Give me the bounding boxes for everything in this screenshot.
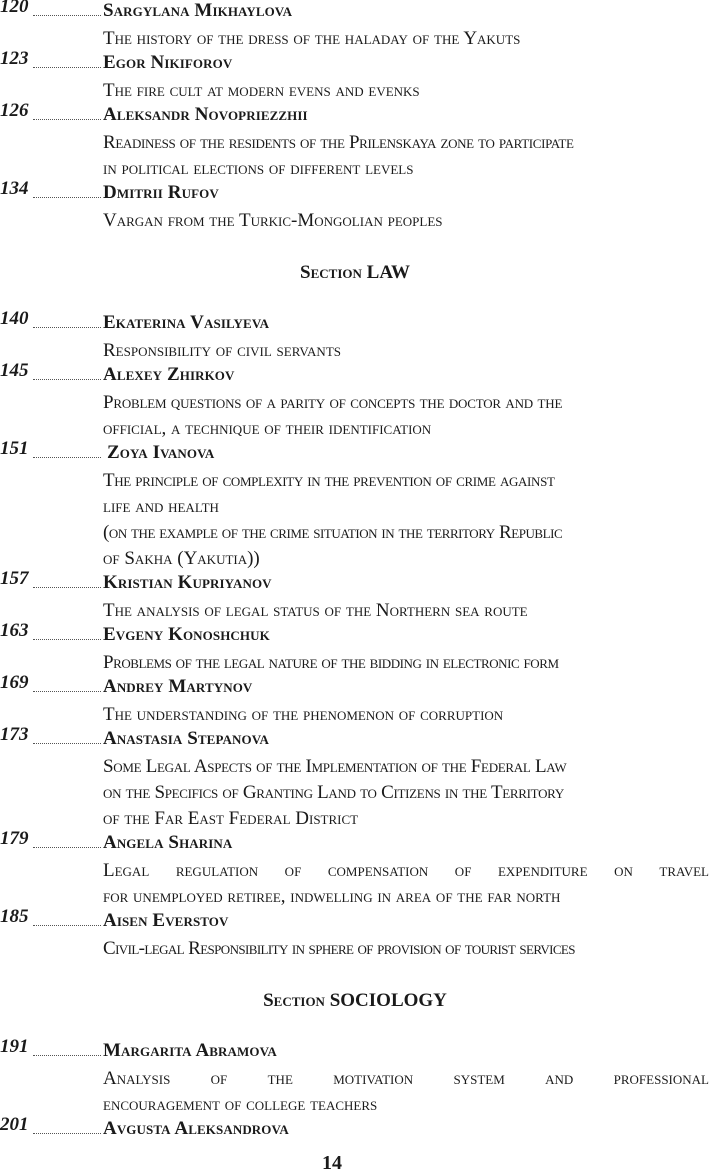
dot-leader xyxy=(33,1055,101,1056)
title-line: Problems of the legal nature of the bidding in electronic form xyxy=(103,652,559,673)
dot-leader xyxy=(33,197,101,198)
page-ref: 201 xyxy=(0,1114,29,1135)
page-ref: 145 xyxy=(0,360,29,381)
section-prefix: Section xyxy=(300,262,362,283)
title-line: The analysis of legal status of the Northern sea route xyxy=(103,600,528,621)
author-name: Anastasia Stepanova xyxy=(103,728,270,749)
paper-title xyxy=(103,858,709,910)
page-ref: 140 xyxy=(0,308,29,329)
title-line: Readiness of the residents of the Prilenskaya zone to participate xyxy=(103,132,574,153)
paper-title xyxy=(103,598,709,624)
paper-title xyxy=(103,650,709,676)
toc-entry[interactable] xyxy=(0,100,710,182)
page-ref: 173 xyxy=(0,724,29,745)
toc-entry[interactable] xyxy=(0,360,710,442)
section-prefix: Section xyxy=(263,990,325,1011)
paper-title xyxy=(103,390,709,442)
paper-title xyxy=(103,1066,709,1118)
toc-section-law xyxy=(0,260,710,962)
toc-entry[interactable] xyxy=(0,1114,710,1144)
page-ref: 120 xyxy=(0,0,29,17)
dot-leader xyxy=(33,119,101,120)
dot-leader xyxy=(33,847,101,848)
paper-title xyxy=(103,702,709,728)
dot-leader xyxy=(33,327,101,328)
title-line: (on the example of the crime situation in the territory Republic xyxy=(103,522,563,543)
toc-entry[interactable] xyxy=(0,568,710,624)
author-name: Kristian Kupriyanov xyxy=(103,572,272,593)
dot-leader xyxy=(33,1133,101,1134)
title-line: Vargan from the Turkic-Mongolian peoples xyxy=(103,210,443,231)
toc-entry[interactable] xyxy=(0,178,710,234)
dot-leader xyxy=(33,15,101,16)
title-line: The understanding of the phenomenon of corruption xyxy=(103,704,504,725)
section-heading xyxy=(0,260,710,286)
page-ref: 134 xyxy=(0,178,29,199)
title-line: encouragement of college teachers xyxy=(103,1094,378,1115)
author-name: Avgusta Aleksandrova xyxy=(103,1118,289,1139)
title-line: The principle of complexity in the prevention of crime against xyxy=(103,470,555,491)
author-name: Andrey Martynov xyxy=(103,676,253,697)
page-ref: 163 xyxy=(0,620,29,641)
toc-section-sociology xyxy=(0,988,710,1144)
title-line: Legal regulation of compensation of expenditure on travel xyxy=(103,860,709,881)
page-ref: 169 xyxy=(0,672,29,693)
toc-entry[interactable] xyxy=(0,828,710,910)
title-line: Responsibility of civil servants xyxy=(103,340,341,361)
title-line: on the Specifics of Granting Land to Citizens in the Territory xyxy=(103,782,564,803)
dot-leader xyxy=(33,379,101,380)
paper-title xyxy=(103,26,709,52)
toc-entry[interactable] xyxy=(0,0,710,52)
toc-entry[interactable] xyxy=(0,672,710,728)
title-line: of Sakha (Yakutia)) xyxy=(103,548,260,569)
author-name: Alexey Zhirkov xyxy=(103,364,235,385)
toc-entry[interactable] xyxy=(0,906,710,962)
toc-group xyxy=(0,0,710,234)
title-line: Problem questions of a parity of concepts the doctor and the xyxy=(103,392,563,413)
author-name: Margarita Abramova xyxy=(103,1040,277,1061)
section-name: SOCIOLOGY xyxy=(329,990,447,1011)
page-ref: 185 xyxy=(0,906,29,927)
page-ref: 157 xyxy=(0,568,29,589)
paper-title xyxy=(103,468,709,572)
page-ref: 123 xyxy=(0,48,29,69)
toc-entry[interactable] xyxy=(0,724,710,832)
title-line: for unemployed retiree, indwelling in area of the far north xyxy=(103,886,561,907)
dot-leader xyxy=(33,457,101,458)
toc-entry[interactable] xyxy=(0,438,710,572)
title-line: Civil-legal Responsibility in sphere of provision of tourist services xyxy=(103,938,575,959)
dot-leader xyxy=(33,743,101,744)
dot-leader xyxy=(33,587,101,588)
author-name: Angela Sharina xyxy=(103,832,233,853)
dot-leader xyxy=(33,691,101,692)
toc-entry[interactable] xyxy=(0,48,710,104)
paper-title xyxy=(103,208,709,234)
author-name: Sargylana Mikhaylova xyxy=(103,0,293,21)
dot-leader xyxy=(33,67,101,68)
section-heading xyxy=(0,988,710,1014)
title-line: in political elections of different levels xyxy=(103,158,414,179)
page-number: 14 xyxy=(322,1152,342,1174)
toc-entry[interactable] xyxy=(0,620,710,676)
title-line: Some Legal Aspects of the Implementation of the Federal Law xyxy=(103,756,567,777)
toc-entry[interactable] xyxy=(0,1036,710,1118)
paper-title xyxy=(103,78,709,104)
author-name: Egor Nikiforov xyxy=(103,52,233,73)
paper-title xyxy=(103,130,709,182)
author-name: Aisen Everstov xyxy=(103,910,229,931)
paper-title xyxy=(103,754,709,832)
page-ref: 151 xyxy=(0,438,29,459)
paper-title xyxy=(103,936,709,962)
section-name: LAW xyxy=(366,262,410,283)
toc-entry[interactable] xyxy=(0,308,710,364)
title-line: life and health xyxy=(103,496,219,517)
title-line: official, a technique of their identification xyxy=(103,418,432,439)
title-line: The fire cult at modern evens and evenks xyxy=(103,80,420,101)
page-ref: 126 xyxy=(0,100,29,121)
dot-leader xyxy=(33,639,101,640)
author-name: Aleksandr Novopriezzhii xyxy=(103,104,308,125)
author-name: Dmitrii Rufov xyxy=(103,182,219,203)
title-line: Analysis of the motivation system and professional xyxy=(103,1068,709,1089)
author-name: Ekaterina Vasilyeva xyxy=(103,312,270,333)
title-line: of the Far East Federal District xyxy=(103,808,359,829)
title-line: The history of the dress of the haladay of the Yakuts xyxy=(103,28,521,49)
author-name: Zoya Ivanova xyxy=(107,442,215,463)
page-ref: 179 xyxy=(0,828,29,849)
dot-leader xyxy=(33,925,101,926)
page-ref: 191 xyxy=(0,1036,29,1057)
author-name: Evgeny Konoshchuk xyxy=(103,624,270,645)
paper-title xyxy=(103,338,709,364)
